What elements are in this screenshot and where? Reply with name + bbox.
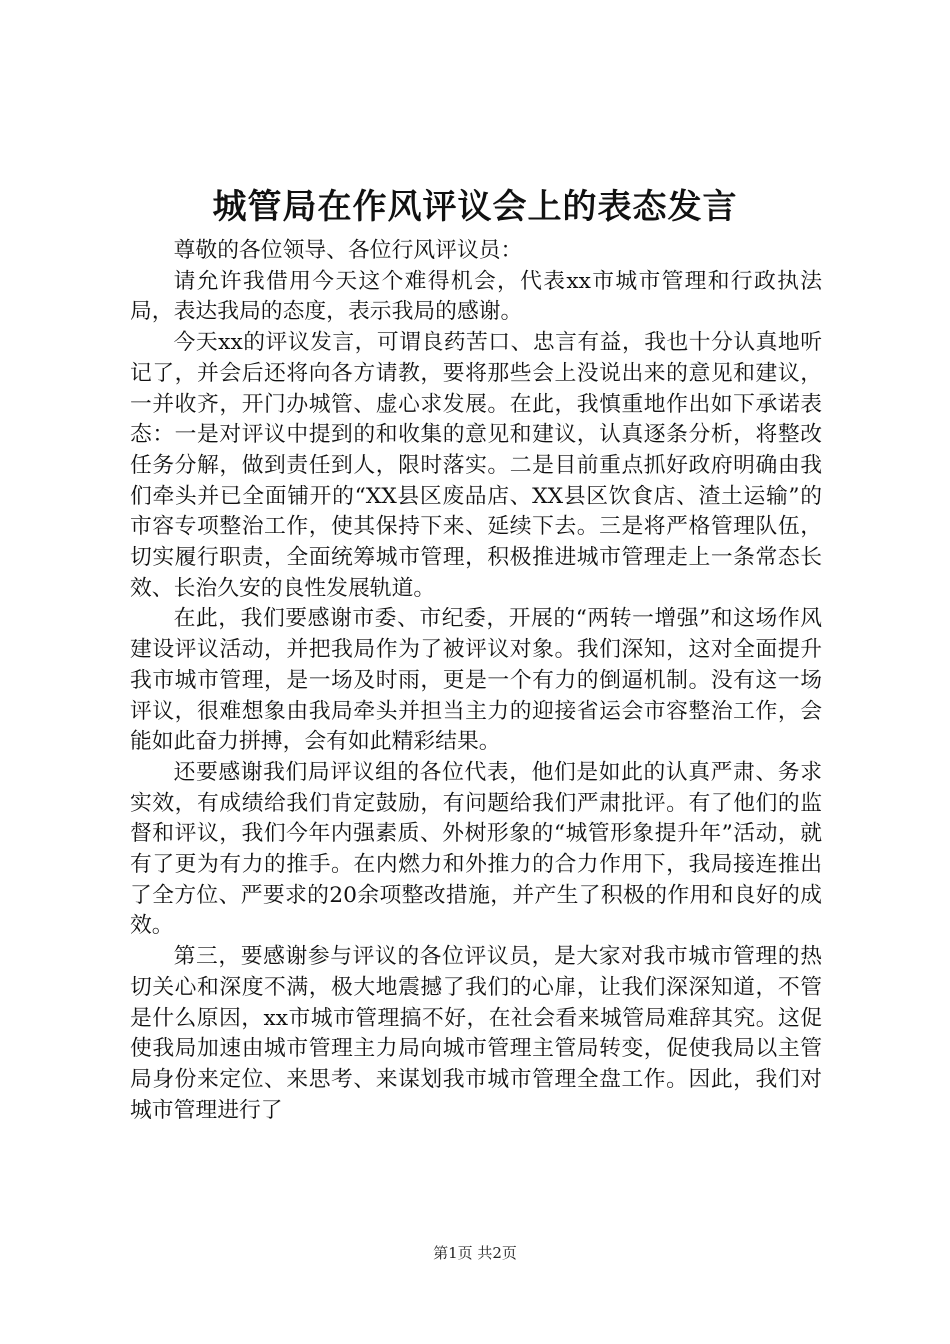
document-title: 城管局在作风评议会上的表态发言	[212, 187, 738, 227]
body-paragraph: 第三，要感谢参与评议的各位评议员，是大家对我市城市管理的热切关心和深度不满，极大地震撼了我们的心扉，让我们深深知道，不管是什么原因，xx市城市管理搞不好，在社会看来城管局难辞其究。这促使我局加速由城市管理主力局向城市管理主管局转变，促使我局以主管局身份来定位、来思考、来谋划我市城市管理全盘工作。因此，我们对城市管理进行了	[130, 944, 822, 1123]
document-body	[130, 236, 822, 1126]
page-number-footer: 第1页 共2页	[433, 1244, 517, 1262]
body-paragraph: 今天xx的评议发言，可谓良药苦口、忠言有益，我也十分认真地听记了，并会后还将向各方请教，要将那些会上没说出来的意见和建议，一并收齐，开门办城管、虚心求发展。在此，我慎重地作出如下承诺表态：一是对评议中提到的和收集的意见和建议，认真逐条分析，将整改任务分解，做到责任到人，限时落实。二是目前重点抓好政府明确由我们牵头并已全面铺开的“XX县区废品店、XX县区饮食店、渣土运输”的市容专项整治工作，使其保持下来、延续下去。三是将严格管理队伍，切实履行职责，全面统筹城市管理，积极推进城市管理走上一条常态长效、长治久安的良性发展轨道。	[130, 330, 822, 601]
body-paragraph: 还要感谢我们局评议组的各位代表，他们是如此的认真严肃、务求实效，有成绩给我们肯定鼓励，有问题给我们严肃批评。有了他们的监督和评议，我们今年内强素质、外树形象的“城管形象提升年”活动，就有了更为有力的推手。在内燃力和外推力的合力作用下，我局接连推出了全方位、严要求的20余项整改措施，并产生了积极的作用和良好的成效。	[130, 759, 822, 939]
salutation-paragraph: 尊敬的各位领导、各位行风评议员：	[173, 238, 523, 263]
body-paragraph: 在此，我们要感谢市委、市纪委，开展的“两转一增强”和这场作风建设评议活动，并把我局作为了被评议对象。我们深知，这对全面提升我市城市管理，是一场及时雨，更是一个有力的倒逼机制。没有这一场评议，很难想象由我局牵头并担当主力的迎接省运会市容整治工作，会能如此奋力拼搏，会有如此精彩结果。	[130, 606, 822, 755]
body-paragraph: 请允许我借用今天这个难得机会，代表xx市城市管理和行政执法局，表达我局的态度，表示我局的感谢。	[130, 268, 822, 325]
